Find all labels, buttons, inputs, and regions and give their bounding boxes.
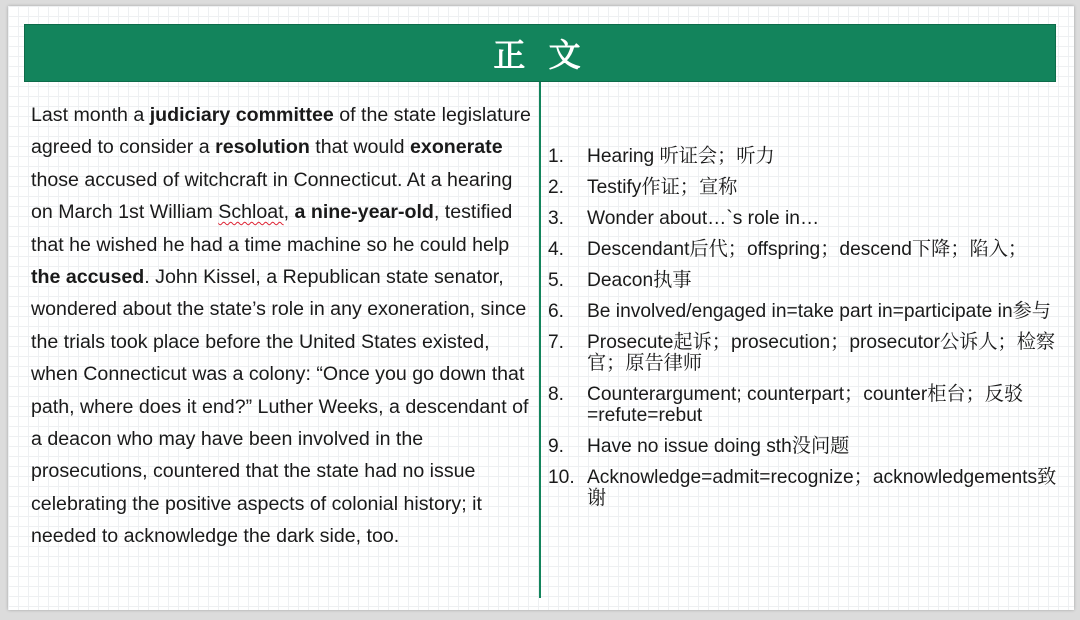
column-divider <box>539 82 541 598</box>
passage-text: that would <box>309 136 411 159</box>
vocab-item-text: Deacon执事 <box>587 270 692 291</box>
vocab-item-number: 9. <box>548 436 565 457</box>
vocab-item-text: Testify作证；宣称 <box>587 177 738 198</box>
vocab-item-number: 7. <box>548 332 565 353</box>
passage-keyword: exonerate <box>410 136 503 159</box>
vocab-item-text: Counterargument; counterpart；counter柜台；反驳=refute=rebut <box>587 384 1024 426</box>
vocab-item-number: 8. <box>548 384 565 405</box>
passage-keyword: judiciary committee <box>149 104 334 126</box>
vocab-item-text: Be involved/engaged in=take part in=participate in参与 <box>587 301 1051 322</box>
vocab-item-text: Wonder about…`s role in… <box>587 208 820 229</box>
passage-keyword: a nine-year-old <box>294 201 434 224</box>
vocab-item <box>548 208 1064 229</box>
passage-misspelling-mark: Schloat <box>218 201 284 224</box>
vocab-item <box>548 146 1064 167</box>
vocab-item-number: 1. <box>548 146 565 167</box>
vocab-item-number: 4. <box>548 239 565 260</box>
passage-text: those accused of witchcraft in Connecticut. At a hearing on March 1st William <box>31 168 513 224</box>
vocab-item <box>548 384 1064 426</box>
passage-keyword: resolution <box>215 136 310 159</box>
vocab-item <box>548 332 1064 374</box>
vocab-item-number: 2. <box>548 177 565 198</box>
vocab-item-number: 5. <box>548 270 565 291</box>
vocab-item <box>548 467 1064 509</box>
reading-passage <box>31 99 537 553</box>
passage-text: , testified that he wished he had a time machine so he could help <box>31 201 513 256</box>
vocab-item <box>548 239 1064 260</box>
passage-text: . John Kissel, a Republican state senator, wondered about the state’s role in any exoneration, since the trials took place before the United States existed, when Connecticut was a colony: “Once you go down that path, where does it end?” Luther Weeks, a descendant of a deacon who may have been involved in the prosecutions, countered that the state had no issue celebrating the positive aspects of colonial history; it needed to acknowledge the dark side, too. <box>31 266 529 548</box>
vocab-item-number: 6. <box>548 301 565 322</box>
vocab-item-text: Descendant后代；offspring；descend下降；陷入； <box>587 239 1028 260</box>
slide <box>8 6 1074 610</box>
vocab-item <box>548 270 1064 291</box>
passage-text: Last month a <box>31 104 150 126</box>
vocab-item <box>548 436 1064 457</box>
vocabulary-list <box>548 146 1064 519</box>
title-bar <box>24 24 1056 82</box>
passage-text: , <box>283 201 295 224</box>
slide-title: 正 文 <box>493 36 587 74</box>
vocab-item-text: Hearing 听证会；听力 <box>587 146 775 167</box>
vocab-item-text: Acknowledge=admit=recognize；acknowledgements致谢 <box>587 467 1057 509</box>
vocab-item-number: 3. <box>548 208 565 229</box>
vocab-item-text: Have no issue doing sth没问题 <box>587 436 850 457</box>
vocab-item <box>548 301 1064 322</box>
vocab-item <box>548 177 1064 198</box>
passage-keyword: the accused <box>31 266 145 289</box>
vocab-item-text: Prosecute起诉；prosecution；prosecutor公诉人；检察官；原告律师 <box>587 332 1056 374</box>
passage-text: of the state legislature agreed to consider a <box>31 104 531 159</box>
vocab-item-number: 10. <box>548 467 575 488</box>
